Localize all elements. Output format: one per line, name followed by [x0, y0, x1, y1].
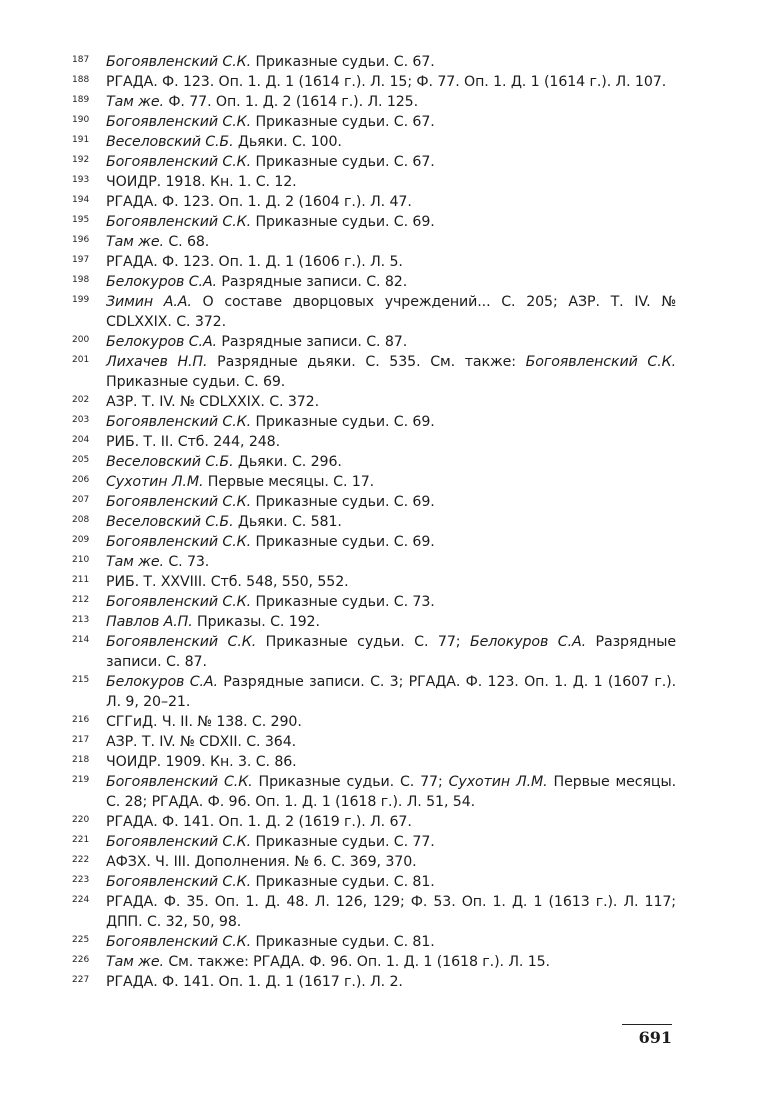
footnote-segment: Приказные судьи. С. 77; — [256, 634, 470, 650]
footnote-segment: Разрядные записи. С. 82. — [216, 274, 408, 290]
footnote-item — [72, 812, 676, 832]
footnote-number: 210 — [72, 555, 90, 565]
footnote-text — [106, 152, 676, 172]
footnote-item — [72, 292, 676, 332]
footnote-text — [106, 552, 676, 572]
footnote-item — [72, 412, 676, 432]
footnote-number: 224 — [72, 895, 90, 905]
footnote-author: Лихачев Н.П. — [106, 354, 208, 370]
footnote-author: Богоявленский С.К. — [106, 874, 252, 890]
footnote-segment: Приказные судьи. С. 69. — [106, 374, 286, 390]
footnote-segment: РГАДА. Ф. 123. Оп. 1. Д. 2 (1604 г.). Л. 47. — [106, 194, 412, 210]
footnote-author: Зимин А.А. — [106, 294, 192, 310]
footnote-author: Богоявленский С.К. — [106, 114, 252, 130]
footnote-segment: РГАДА. Ф. 123. Оп. 1. Д. 1 (1614 г.). Л. 15; Ф. 77. Оп. 1. Д. 1 (1614 г.). Л. 107. — [106, 74, 667, 90]
footnote-text — [106, 352, 676, 392]
footnote-text — [106, 932, 676, 952]
footnote-segment: Приказные судьи. С. 81. — [251, 874, 435, 890]
footnote-item — [72, 492, 676, 512]
footnote-text — [106, 332, 676, 352]
footnote-segment: АЗР. Т. IV. № CDXII. С. 364. — [106, 734, 297, 750]
footnote-number: 214 — [72, 635, 90, 645]
footnote-item — [72, 212, 676, 232]
footnote-number: 213 — [72, 615, 90, 625]
footnote-number: 195 — [72, 215, 90, 225]
footnote-number: 200 — [72, 335, 90, 345]
footnote-number: 201 — [72, 355, 90, 365]
footnote-author: Белокуров С.А. — [106, 334, 217, 350]
footnote-text — [106, 852, 676, 872]
footnote-item — [72, 832, 676, 852]
footnote-author: Белокуров С.А. — [106, 674, 218, 690]
footnote-number: 215 — [72, 675, 90, 685]
footnote-text — [106, 492, 676, 512]
footnote-text — [106, 272, 676, 292]
footnote-author: Белокуров С.А. — [469, 634, 587, 650]
footnote-number: 217 — [72, 735, 90, 745]
footnote-author: Богоявленский С.К. — [106, 54, 252, 70]
footnote-number: 187 — [72, 55, 90, 65]
footnote-number: 203 — [72, 415, 90, 425]
footnote-text — [106, 572, 676, 592]
footnote-number: 194 — [72, 195, 90, 205]
footnote-author: Богоявленский С.К. — [106, 214, 252, 230]
footnote-number: 206 — [72, 475, 90, 485]
footnote-author: Павлов А.П. — [106, 614, 193, 630]
footnote-item — [72, 952, 676, 972]
footnote-number: 220 — [72, 815, 90, 825]
footnote-item — [72, 512, 676, 532]
footnote-item — [72, 232, 676, 252]
footnote-item — [72, 472, 676, 492]
footnote-item — [72, 672, 676, 712]
footnote-text — [106, 892, 676, 932]
footnote-segment: Приказные судьи. С. 69. — [251, 534, 435, 550]
footnote-text — [106, 92, 676, 112]
footnote-item — [72, 632, 676, 672]
footnote-text — [106, 172, 676, 192]
footnote-item — [72, 772, 676, 812]
footnote-number: 192 — [72, 155, 90, 165]
footnote-item — [72, 572, 676, 592]
footnote-item — [72, 852, 676, 872]
footnote-item — [72, 72, 676, 92]
footnote-segment: С. 73. — [163, 554, 210, 570]
footnote-number: 216 — [72, 715, 90, 725]
footnote-segment: ЧОИДР. 1909. Кн. 3. С. 86. — [106, 754, 297, 770]
footnote-item — [72, 552, 676, 572]
footnote-author: Богоявленский С.К. — [106, 774, 253, 790]
footnote-segment: Приказные судьи. С. 69. — [251, 414, 435, 430]
footnote-author: Там же. — [106, 94, 164, 110]
footnote-segment: Приказные судьи. С. 69. — [251, 214, 435, 230]
footnote-number: 227 — [72, 975, 90, 985]
footnote-text — [106, 232, 676, 252]
footnote-text — [106, 112, 676, 132]
footnote-number: 199 — [72, 295, 90, 305]
footnote-segment: Приказные судьи. С. 77; — [252, 774, 449, 790]
footnote-segment: Приказные судьи. С. 73. — [251, 594, 435, 610]
page-number: 691 — [622, 1024, 672, 1047]
footnote-item — [72, 892, 676, 932]
footnote-segment: АЗР. Т. IV. № CDLXXIX. С. 372. — [106, 394, 320, 410]
footnote-author: Белокуров С.А. — [106, 274, 217, 290]
footnote-number: 212 — [72, 595, 90, 605]
footnote-number: 196 — [72, 235, 90, 245]
footnote-number: 197 — [72, 255, 90, 265]
footnote-text — [106, 412, 676, 432]
footnote-item — [72, 152, 676, 172]
footnote-segment: Приказные судьи. С. 77. — [251, 834, 435, 850]
footnote-item — [72, 192, 676, 212]
footnote-segment: Разрядные дьяки. С. 535. См. также: — [207, 354, 526, 370]
footnote-item — [72, 452, 676, 472]
footnotes-list — [72, 52, 676, 992]
footnote-segment: РГАДА. Ф. 35. Оп. 1. Д. 48. Л. 126, 129; Ф. 53. Оп. 1. Д. 1 (1613 г.). Л. 117; ДПП. С. 32, 50, 98. — [106, 894, 676, 930]
footnote-author: Богоявленский С.К. — [106, 834, 252, 850]
footnote-segment: Приказы. С. 192. — [192, 614, 320, 630]
footnote-segment: Приказные судьи. С. 67. — [251, 154, 435, 170]
footnote-text — [106, 672, 676, 712]
footnote-segment: РГАДА. Ф. 141. Оп. 1. Д. 1 (1617 г.). Л. 2. — [106, 974, 403, 990]
footnote-author: Богоявленский С.К. — [106, 934, 252, 950]
footnote-text — [106, 192, 676, 212]
footnote-number: 204 — [72, 435, 90, 445]
footnote-text — [106, 592, 676, 612]
footnote-segment: Дьяки. С. 296. — [233, 454, 342, 470]
footnote-number: 223 — [72, 875, 90, 885]
footnote-text — [106, 132, 676, 152]
footnote-text — [106, 52, 676, 72]
footnote-author: Там же. — [106, 554, 164, 570]
footnote-author: Сухотин Л.М. — [106, 474, 204, 490]
footnote-segment: Приказные судьи. С. 81. — [251, 934, 435, 950]
footnote-number: 225 — [72, 935, 90, 945]
footnote-author: Веселовский С.Б. — [106, 514, 234, 530]
footnote-item — [72, 752, 676, 772]
footnote-item — [72, 252, 676, 272]
footnote-item — [72, 612, 676, 632]
footnote-item — [72, 932, 676, 952]
footnote-text — [106, 612, 676, 632]
footnote-segment: Дьяки. С. 100. — [233, 134, 342, 150]
footnote-segment: РИБ. Т. XXVIII. Стб. 548, 550, 552. — [106, 574, 349, 590]
footnote-text — [106, 712, 676, 732]
footnote-item — [72, 92, 676, 112]
footnote-author: Там же. — [106, 954, 164, 970]
footnote-text — [106, 292, 676, 332]
footnote-segment: Дьяки. С. 581. — [233, 514, 342, 530]
footnote-author: Веселовский С.Б. — [106, 454, 234, 470]
footnote-number: 202 — [72, 395, 90, 405]
footnote-segment: АФЗХ. Ч. III. Дополнения. № 6. С. 369, 370. — [106, 854, 417, 870]
footnote-text — [106, 472, 676, 492]
footnote-number: 208 — [72, 515, 90, 525]
footnote-number: 205 — [72, 455, 90, 465]
footnote-author: Богоявленский С.К. — [106, 534, 252, 550]
footnote-text — [106, 632, 676, 672]
footnote-item — [72, 52, 676, 72]
footnote-segment: Приказные судьи. С. 69. — [251, 494, 435, 510]
footnote-author: Богоявленский С.К. — [106, 494, 252, 510]
footnote-number: 188 — [72, 75, 90, 85]
footnote-text — [106, 952, 676, 972]
footnote-item — [72, 112, 676, 132]
footnote-number: 221 — [72, 835, 90, 845]
footnote-text — [106, 732, 676, 752]
footnote-number: 218 — [72, 755, 90, 765]
footnote-segment: Разрядные записи. С. 3; РГАДА. Ф. 123. Оп. 1. Д. 1 (1607 г.). Л. 9, 20–21. — [106, 674, 676, 710]
footnote-number: 226 — [72, 955, 90, 965]
footnote-text — [106, 452, 676, 472]
footnote-text — [106, 432, 676, 452]
footnote-author: Богоявленский С.К. — [106, 154, 252, 170]
footnote-number: 190 — [72, 115, 90, 125]
footnote-text — [106, 252, 676, 272]
footnote-segment: РИБ. Т. II. Стб. 244, 248. — [106, 434, 281, 450]
footnote-segment: Разрядные записи. С. 87. — [106, 634, 676, 670]
footnote-segment: Разрядные записи. С. 87. — [216, 334, 408, 350]
footnote-number: 209 — [72, 535, 90, 545]
footnote-segment: С. 68. — [163, 234, 210, 250]
footnote-number: 198 — [72, 275, 90, 285]
footnote-segment: СГГиД. Ч. II. № 138. С. 290. — [106, 714, 302, 730]
footnote-item — [72, 132, 676, 152]
footnote-segment: Приказные судьи. С. 67. — [251, 114, 435, 130]
footnote-segment: ЧОИДР. 1918. Кн. 1. С. 12. — [106, 174, 297, 190]
footnote-segment: Первые месяцы. С. 28; РГАДА. Ф. 96. Оп. 1. Д. 1 (1618 г.). Л. 51, 54. — [106, 774, 676, 810]
footnote-item — [72, 732, 676, 752]
footnote-item — [72, 972, 676, 992]
footnote-item — [72, 432, 676, 452]
footnote-item — [72, 332, 676, 352]
footnote-author: Веселовский С.Б. — [106, 134, 234, 150]
footnote-number: 222 — [72, 855, 90, 865]
footnote-text — [106, 972, 676, 992]
footnote-text — [106, 512, 676, 532]
footnote-segment: Первые месяцы. С. 17. — [203, 474, 375, 490]
footnote-number: 207 — [72, 495, 90, 505]
footnote-item — [72, 272, 676, 292]
footnote-number: 219 — [72, 775, 90, 785]
footnote-author: Богоявленский С.К. — [525, 354, 676, 370]
footnote-item — [72, 592, 676, 612]
footnote-item — [72, 712, 676, 732]
footnote-text — [106, 532, 676, 552]
footnote-item — [72, 172, 676, 192]
footnote-segment: О составе дворцовых учреждений... С. 205; АЗР. Т. IV. № CDLXXIX. С. 372. — [106, 294, 676, 330]
footnote-text — [106, 72, 676, 92]
footnote-number: 211 — [72, 575, 90, 585]
footnote-text — [106, 832, 676, 852]
footnote-number: 189 — [72, 95, 90, 105]
footnote-text — [106, 872, 676, 892]
footnote-item — [72, 872, 676, 892]
footnote-author: Там же. — [106, 234, 164, 250]
footnote-item — [72, 532, 676, 552]
footnote-number: 191 — [72, 135, 90, 145]
footnote-text — [106, 772, 676, 812]
footnote-author: Богоявленский С.К. — [106, 594, 252, 610]
footnote-item — [72, 352, 676, 392]
footnote-segment: См. также: РГАДА. Ф. 96. Оп. 1. Д. 1 (1618 г.). Л. 15. — [163, 954, 550, 970]
footnote-text — [106, 212, 676, 232]
footnote-text — [106, 812, 676, 832]
footnote-segment: РГАДА. Ф. 123. Оп. 1. Д. 1 (1606 г.). Л. 5. — [106, 254, 403, 270]
footnote-item — [72, 392, 676, 412]
footnote-author: Сухотин Л.М. — [448, 774, 548, 790]
footnote-number: 193 — [72, 175, 90, 185]
footnote-author: Богоявленский С.К. — [106, 634, 257, 650]
footnote-segment: Приказные судьи. С. 67. — [251, 54, 435, 70]
footnote-segment: Ф. 77. Оп. 1. Д. 2 (1614 г.). Л. 125. — [163, 94, 419, 110]
footnote-text — [106, 392, 676, 412]
footnote-segment: РГАДА. Ф. 141. Оп. 1. Д. 2 (1619 г.). Л. 67. — [106, 814, 412, 830]
footnote-author: Богоявленский С.К. — [106, 414, 252, 430]
footnote-text — [106, 752, 676, 772]
